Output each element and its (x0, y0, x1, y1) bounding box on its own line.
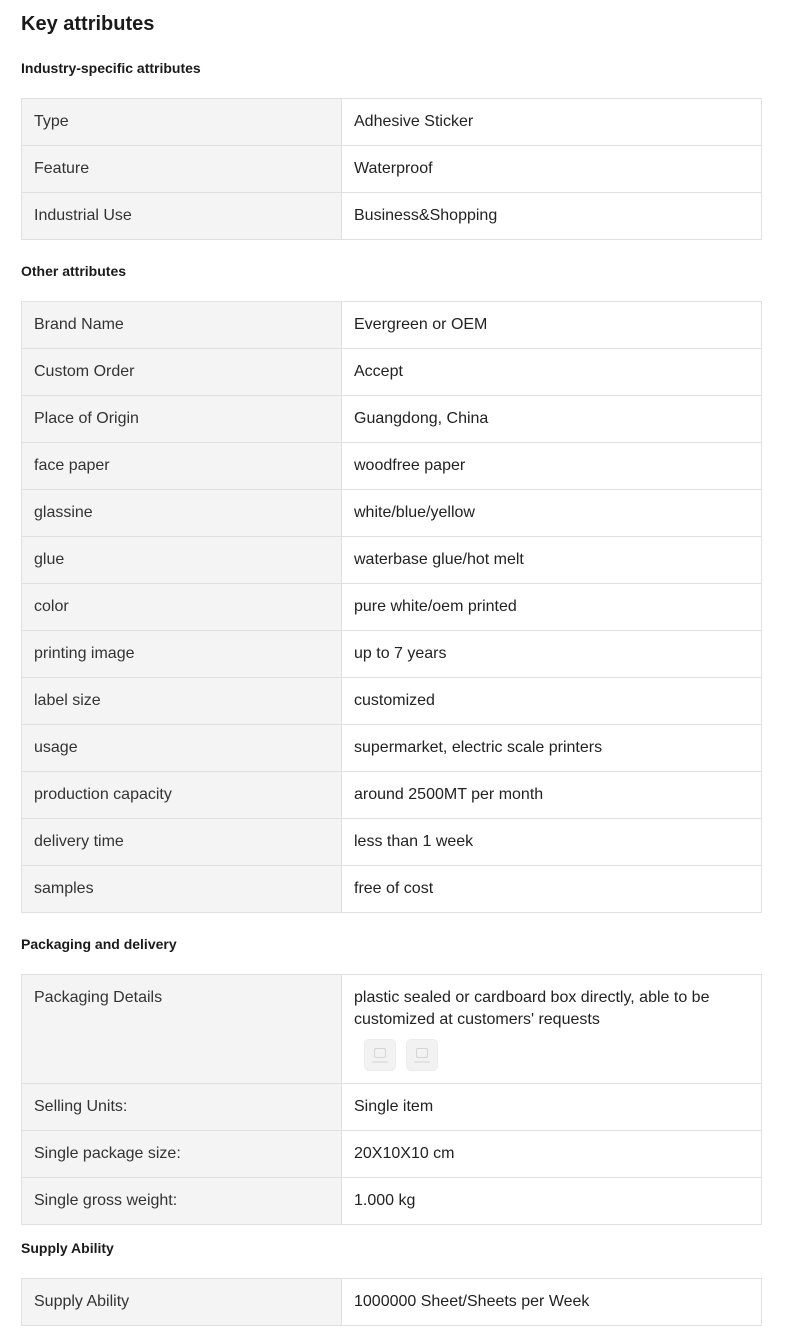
attribute-value: free of cost (342, 866, 762, 913)
attribute-value: 20X10X10 cm (342, 1131, 762, 1178)
section-title-supply: Supply Ability (21, 1240, 114, 1256)
attribute-value: woodfree paper (342, 443, 762, 490)
table-row (22, 349, 762, 396)
table-row (22, 1279, 762, 1326)
supply-attributes-table (21, 1278, 762, 1326)
table-row (22, 678, 762, 725)
attribute-key: samples (22, 866, 342, 913)
attribute-key: Brand Name (22, 302, 342, 349)
attribute-value: Adhesive Sticker (342, 99, 762, 146)
attribute-value: customized (342, 678, 762, 725)
attribute-key: usage (22, 725, 342, 772)
attribute-key: Packaging Details (22, 975, 342, 1084)
attribute-key: Selling Units: (22, 1084, 342, 1131)
page-title: Key attributes (21, 13, 155, 35)
attribute-value: Evergreen or OEM (342, 302, 762, 349)
attribute-value: pure white/oem printed (342, 584, 762, 631)
table-row (22, 193, 762, 240)
table-row (22, 1131, 762, 1178)
image-placeholder-icon[interactable] (364, 1039, 396, 1071)
attribute-key: Supply Ability (22, 1279, 342, 1326)
attribute-value: 1.000 kg (342, 1178, 762, 1225)
attribute-key: Feature (22, 146, 342, 193)
image-placeholder-icon[interactable] (406, 1039, 438, 1071)
table-row (22, 819, 762, 866)
attribute-key: production capacity (22, 772, 342, 819)
attribute-key: color (22, 584, 342, 631)
attribute-key: face paper (22, 443, 342, 490)
attribute-key: Type (22, 99, 342, 146)
attribute-key: Industrial Use (22, 193, 342, 240)
packaging-attributes-table (21, 974, 762, 1225)
section-title-other: Other attributes (21, 263, 127, 279)
attribute-key: Place of Origin (22, 396, 342, 443)
table-row (22, 1178, 762, 1225)
attribute-key: glue (22, 537, 342, 584)
attribute-value: white/blue/yellow (342, 490, 762, 537)
table-row (22, 146, 762, 193)
attribute-value: Business&Shopping (342, 193, 762, 240)
section-title-packaging: Packaging and delivery (21, 936, 177, 952)
attribute-key: Custom Order (22, 349, 342, 396)
table-row (22, 631, 762, 678)
attribute-value-cell (342, 975, 762, 1084)
industry-attributes-table (21, 98, 762, 240)
table-row (22, 772, 762, 819)
packaging-thumbnails (364, 1039, 749, 1071)
attribute-value: supermarket, electric scale printers (342, 725, 762, 772)
attribute-value: Waterproof (342, 146, 762, 193)
attribute-value: up to 7 years (342, 631, 762, 678)
section-title-industry: Industry-specific attributes (21, 60, 201, 76)
attribute-value: less than 1 week (342, 819, 762, 866)
table-row (22, 725, 762, 772)
table-row (22, 443, 762, 490)
table-row (22, 866, 762, 913)
attribute-value: Accept (342, 349, 762, 396)
attribute-key: delivery time (22, 819, 342, 866)
other-attributes-table (21, 301, 762, 913)
attribute-key: Single gross weight: (22, 1178, 342, 1225)
table-row (22, 99, 762, 146)
attribute-value: 1000000 Sheet/Sheets per Week (342, 1279, 762, 1326)
attribute-key: Single package size: (22, 1131, 342, 1178)
attribute-key: label size (22, 678, 342, 725)
attribute-key: printing image (22, 631, 342, 678)
table-row (22, 537, 762, 584)
attribute-key: glassine (22, 490, 342, 537)
attribute-value: plastic sealed or cardboard box directly, able to be customized at customers' requests (354, 989, 710, 1028)
attribute-value: Single item (342, 1084, 762, 1131)
table-row (22, 1084, 762, 1131)
table-row (22, 584, 762, 631)
attribute-value: around 2500MT per month (342, 772, 762, 819)
table-row (22, 302, 762, 349)
table-row (22, 490, 762, 537)
table-row (22, 975, 762, 1084)
attribute-value: waterbase glue/hot melt (342, 537, 762, 584)
table-row (22, 396, 762, 443)
attribute-value: Guangdong, China (342, 396, 762, 443)
